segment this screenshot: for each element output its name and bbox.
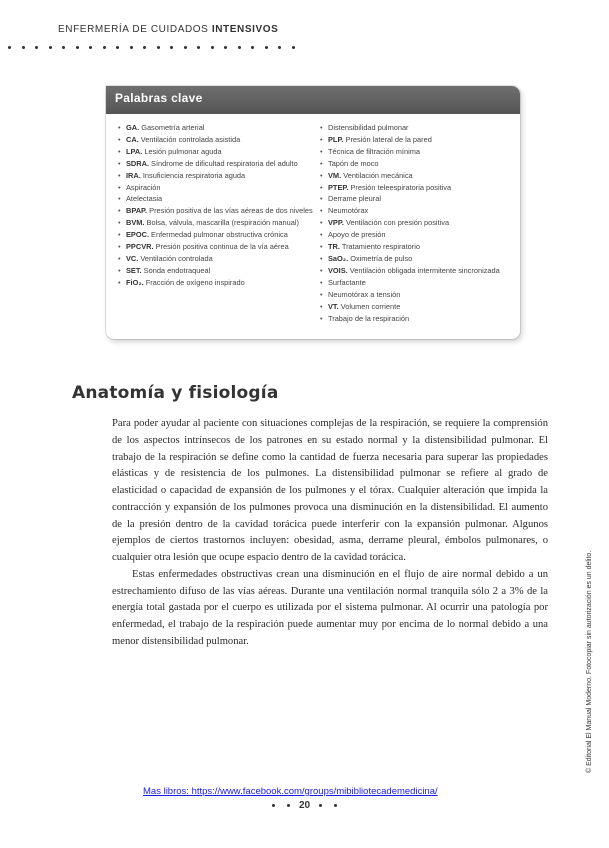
keyword-item [118,229,314,241]
keyword-abbr: VT. [328,301,339,311]
keyword-item [118,122,314,134]
keyword-item [118,158,314,170]
keyword-abbr: PLP. [328,134,344,144]
keyword-abbr: SDRA. [126,158,149,168]
body-paragraph: Estas enfermedades obstructivas crean una disminución en el flujo de aire normal debido a un estrechamiento difuso de las vías aéreas. Durante una ventilación normal tranquila sólo 2 a 3% de la energía total gastada por el cuerpo es utilizada por el sistema pulmonar. Al ocurrir una patología por enfermedad, el trabajo de la respiración puede aumentar muy por encima de lo normal debido a una menor distensibilidad pulmonar. [112,568,548,647]
keywords-title: Palabras clave [115,91,203,105]
keyword-item [320,313,516,325]
keyword-definition: Ventilación mecánica [341,170,413,180]
keywords-right-column [320,122,516,324]
keyword-abbr: PTEP. [328,182,349,192]
keyword-abbr: BVM. [126,218,145,228]
keyword-item [118,170,314,182]
keyword-definition: Ventilación controlada [138,253,213,263]
keyword-abbr: SaO₂. [328,253,349,263]
keyword-item [320,229,516,241]
keyword-definition: Ventilación controlada asistida [138,134,241,144]
keyword-definition: Técnica de filtración mínima [328,146,421,156]
keyword-item [320,289,516,301]
keyword-item [320,265,516,277]
keyword-item [320,205,516,217]
keyword-item [118,241,314,253]
keyword-item [118,182,314,194]
keyword-item [118,253,314,265]
keyword-item [320,134,516,146]
copyright-side-credit: © Editorial El Manual Moderno. Fotocopiar sin autorización es un delito. [586,550,593,773]
keyword-item [320,158,516,170]
keyword-definition: Atelectasia [126,194,163,204]
keyword-definition: Distensibilidad pulmonar [328,123,409,132]
running-head-prefix: ENFERMERÍA DE CUIDADOS [58,24,209,35]
keyword-abbr: PPCVR. [126,242,154,252]
keyword-definition: Trabajo de la respiración [328,313,410,323]
keyword-item [320,146,516,158]
keyword-item [118,277,314,289]
keyword-item [118,217,314,229]
keyword-item [320,122,516,134]
keyword-definition: Presión positiva de las vías aéreas de dos niveles [147,206,313,216]
keyword-definition: Síndrome de dificultad respiratoria del adulto [149,158,298,168]
keyword-definition: Sonda endotraqueal [141,265,211,275]
keyword-definition: Gasometría arterial [139,123,205,132]
keyword-item [320,253,516,265]
keyword-abbr: BPAP. [126,206,148,216]
keyword-definition: Oximetría de pulso [348,253,413,263]
keyword-definition: Enfermedad pulmonar obstructiva crónica [149,230,288,240]
body-paragraph: Para poder ayudar al paciente con situaciones complejas de la respiración, se requiere la comprensión de los aspectos intrínsecos de los patrones en su estado normal y la distensibilidad pulmonar. El trabajo de la respiración se define como la cantidad de fuerza necesaria para superar las propiedades elásticas y de resistencia de los pulmones. La distensibilidad pulmonar se refiere al grado de elasticidad o capacidad de expansión de los pulmones y el tórax. Cualquier alteración que impida la contracción y expansión de los pulmones provoca una disminución en la distensibilidad. El aumento de la presión dentro de la cavidad torácica puede interferir con la expansión pulmonar. Algunos ejemplos de ciertos trastornos incluyen: obesidad, asma, derrame pleural, émbolos pulmonares, o cualquier otra lesión que ocupe espacio dentro de la cavidad torácica. [112,418,548,563]
keyword-definition: Lesión pulmonar aguda [142,146,222,156]
keyword-abbr: GA. [126,123,140,132]
keyword-definition: Fracción de oxígeno inspirado [143,277,245,287]
keyword-abbr: VPP. [328,218,344,228]
keyword-item [118,205,314,217]
keyword-item [118,134,314,146]
keyword-abbr: VC. [126,253,139,263]
running-head-bold: INTENSIVOS [211,24,279,35]
keyword-definition: Apoyo de presión [328,230,386,240]
keyword-abbr: SET. [126,265,142,275]
running-head [58,24,278,35]
keyword-definition: Tapón de moco [328,158,379,168]
keyword-definition: Presión positiva continua de la vía aérea [153,242,289,252]
keyword-item [320,182,516,194]
keyword-item [118,265,314,277]
keyword-definition: Derrame pleural [328,194,381,204]
keyword-definition: Insuficiencia respiratoria aguda [140,170,246,180]
keyword-definition: Tratamiento respiratorio [339,242,421,252]
keyword-item [118,193,314,205]
keyword-item [320,217,516,229]
keywords-left-column [118,122,314,289]
keyword-definition: Bolsa, válvula, mascarilla (respiración manual) [144,218,299,228]
keyword-abbr: FiO₂. [126,277,144,287]
section-title: Anatomía y fisiología [72,383,279,403]
keyword-definition: Ventilación obligada intermitente sincronizada [347,265,500,275]
keyword-definition: Neumotórax [328,206,369,216]
page-number: 20 [298,800,311,811]
keyword-definition: Aspiración [126,182,161,192]
keyword-abbr: VM. [328,170,342,180]
keyword-item [320,277,516,289]
keyword-definition: Ventilación con presión positiva [343,218,450,228]
page-number-row [0,800,609,811]
keyword-item [320,170,516,182]
header-dot-rule [8,46,305,49]
keyword-definition: Presión lateral de la pared [343,134,432,144]
keyword-item [320,301,516,313]
keyword-abbr: CA. [126,134,139,144]
keyword-definition: Presión teleespiratoria positiva [348,182,452,192]
keywords-box [106,86,520,339]
body-text [112,416,548,651]
keyword-item [118,146,314,158]
footer-link[interactable]: Mas libros: https://www.facebook.com/groups/mibibliotecademedicina/ [143,786,438,797]
keyword-item [320,193,516,205]
keyword-item [320,241,516,253]
keyword-abbr: LPA. [126,146,143,156]
keyword-abbr: VOIS. [328,265,348,275]
keyword-abbr: EPOC. [126,230,149,240]
keyword-definition: Surfactante [328,277,366,287]
keyword-definition: Neumotórax a tensión [328,289,401,299]
keyword-definition: Volumen corriente [338,301,401,311]
keyword-abbr: IRA. [126,170,141,180]
keyword-abbr: TR. [328,242,340,252]
